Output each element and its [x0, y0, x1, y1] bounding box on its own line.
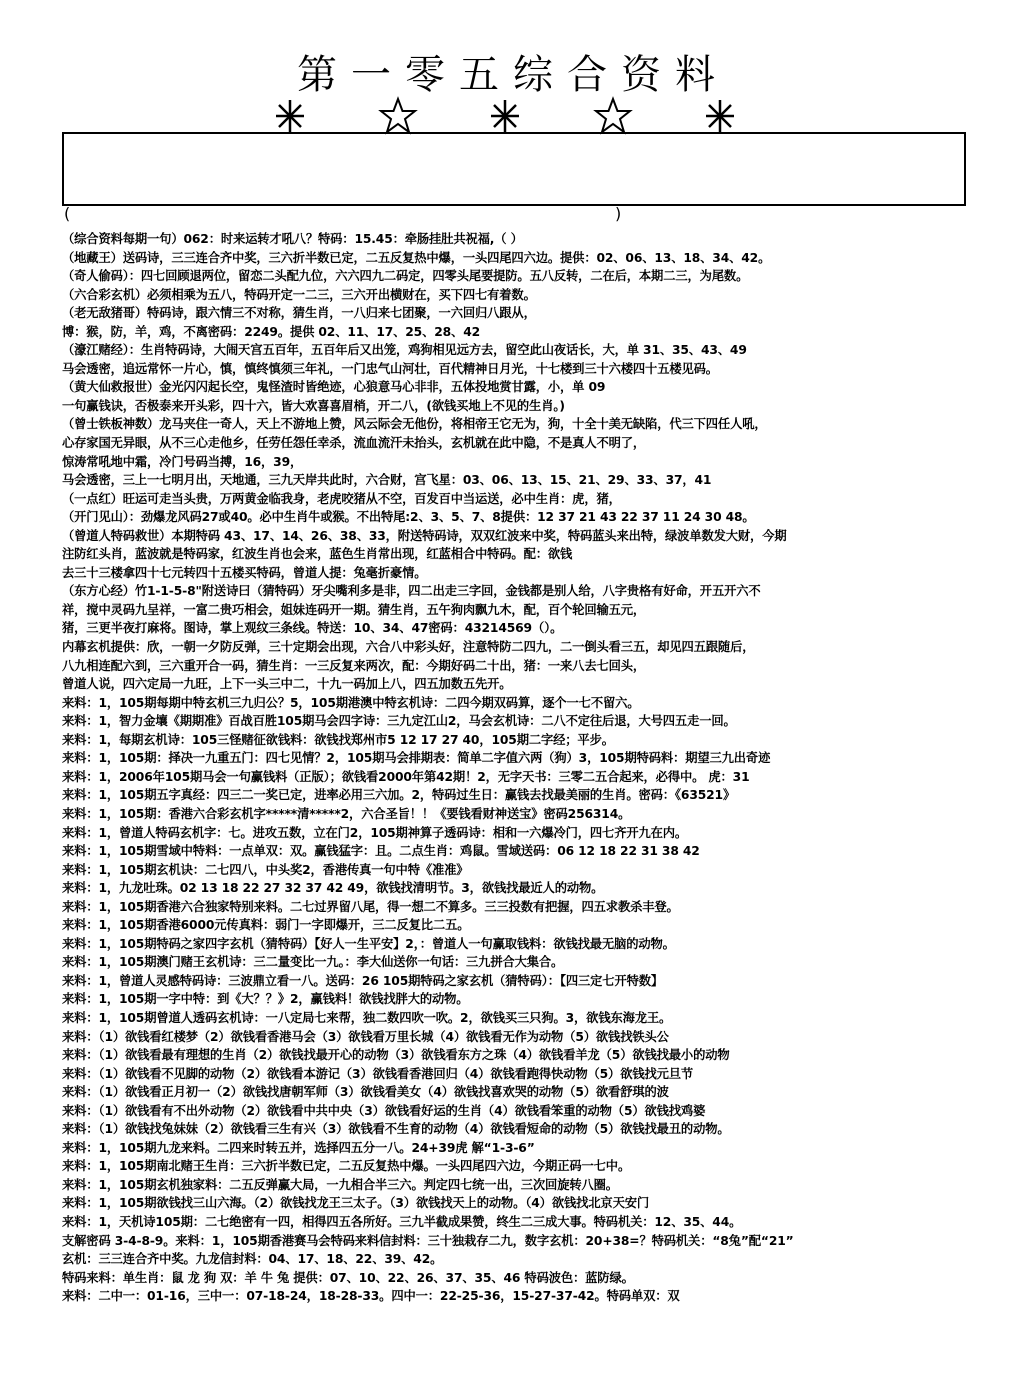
text-line: 心存家国无异眼，从不三心走他乡，任劳任怨任幸杀，流血流汗未抬头，玄机就在此中隐，不是真人不明了，: [62, 436, 646, 451]
text-line: 来料：1，105期曾道人透码玄机诗：一八定局七来帮，独二数四吹一吹。2，欲钱买三只狗。3，欲钱东海龙王。: [62, 1010, 672, 1025]
text-line: 来料：1，九龙吐珠。02 13 18 22 27 32 37 42 49，欲钱找清明节。3，欲钱找最近人的动物。: [62, 881, 604, 896]
text-line: 来料：1，天机诗105期：二七绝密有一四，相得四五各所好。三九半截成果赞，终生二三成大事。特码机关：12、35、44。: [62, 1214, 742, 1229]
text-line: 一句赢钱诀，否极泰来开头彩，四十六，皆大欢喜喜眉梢，开二八，(欲钱买地上不见的生肖。): [62, 398, 565, 413]
blank-header-box: [62, 132, 966, 206]
text-line: 来料：（1）欲钱找兔妹妹（2）欲钱看三生有兴（3）欲钱看不生育的动物（4）欲钱看短命的动物（5）欲钱找最丑的动物。: [62, 1122, 730, 1137]
text-line: （六合彩玄机）必须相乘为五八，特码开定一二三，三六开出横财在，买下四七有着数。: [62, 287, 536, 302]
text-line: 来料：1，曾道人特码玄机字：七。进攻五数，立在门2，105期神算子透码诗：相和一六爆冷门，四七齐开九在内。: [62, 825, 688, 840]
text-line: 支解密码 3-4-8-9。来料：1，105期香港赛马会特码来料信封料：三十独栽存二九，数字玄机：20+38=？特码机关：“8兔”配“21”: [62, 1233, 794, 1248]
text-line: （一点红）旺运可走当头贵，万两黄金临我身，老虎咬猪从不空，百发百中当运送，必中生肖：虎，猪，: [62, 491, 621, 506]
text-line: 来料：1，105期特码之家四字玄机（猜特码）【好人一生平安】2，：曾道人一句赢取钱料：欲钱找最无脑的动物。: [62, 936, 675, 951]
text-line: 玄机：三三连合齐中奖。九龙信封料：04、17、18、22、39、42。: [62, 1252, 443, 1267]
text-line: （曾道人特码救世）本期特码 43、17、14、26、38、33，附送特码诗，双双红波来中奖，特码蓝头来出特，绿波单数发大财，今期: [62, 528, 787, 543]
asterisk-star-icon: [485, 96, 525, 136]
page-title: 第一零五综合资料: [297, 52, 729, 98]
text-line: 特码来料：单生肖：鼠 龙 狗 双：羊 牛 兔 提供：07、10、22、26、37、35、46 特码波色：蓝防绿。: [62, 1270, 634, 1285]
text-line: （开门见山）：劲爆龙风码27或40。必中生肖牛或猴。不出特尾:2、3、5、7、8提供：12 37 21 43 22 37 11 24 30 48。: [62, 510, 755, 525]
asterisk-star-icon: [270, 96, 310, 136]
text-line: 猪，三更半夜打麻将。图诗，掌上观纹三条线。特送：10、34、47密码：43214569（）。: [62, 621, 563, 636]
outline-star-icon: [378, 96, 418, 136]
text-line: 八九相连配六到，三六重开合一码，猜生肖：一三反复来两次，配：今期好码二十出，猪：一来八去七回头，: [62, 658, 646, 673]
text-line: 去三十三楼拿四十七元转四十五楼买特码，曾道人提：兔毫折豪情。: [62, 565, 427, 580]
text-line: 博：猴，防，羊，鸡，不离密码：2249。提供 02、11、17、25、28、42: [62, 324, 481, 339]
text-line: （奇人偷码）：四七回顾退两位，留恋二头配九位，六六四九二码定，四零头尾要提防。五八反转，二在后，本期二三，为尾数。: [62, 269, 749, 284]
asterisk-star-icon: [700, 96, 740, 136]
text-line: 来料：1，105期雪域中特料：一点单双：双。赢钱猛字：且。二点生肖：鸡鼠。雪域送码：06 12 18 22 31 38 42: [62, 844, 700, 859]
text-line: （黄大仙救报世）金光闪闪起长空，鬼怪渣时皆绝迹，心狼意马心非非，五体投地赏甘露，小，单 09: [62, 380, 606, 395]
text-line: 来料：1，曾道人灵感特码诗：三波鼎立看一八。送码：26 105期特码之家玄机（猜特码）：【四三定七开特数】: [62, 973, 664, 988]
open-paren: (: [64, 204, 71, 223]
star-row: [270, 96, 740, 136]
text-line: 来料：1，2006年105期马会一句赢钱料（正版）；欲钱看2000年第42期！2，无字天书：三零二五合起来，必得中。 虎：31: [62, 769, 750, 784]
text-line: 内幕玄机提供：欣，一朝一夕防反弹，三十定期会出现，六合八中彩头好，注意特防二四九，二一倒头看三五，却见四五跟随后，: [62, 640, 755, 655]
text-line: （地藏王）送码诗，三三连合齐中奖，三六折半数已定，二五反复热中爆，一头四尾四六边。提供：02、06、13、18、34、42。: [62, 250, 771, 265]
text-line: 来料：1，105期每期中特玄机三九归公？5，105期港澳中特玄机诗：二四今期双码算，逐个一七不留六。: [62, 695, 640, 710]
text-line: 来料：（1）欲钱看红楼梦（2）欲钱看香港马会（3）欲钱看万里长城（4）欲钱看无作为动物（5）欲钱找铁头公: [62, 1029, 669, 1044]
text-line: 注防红头肖，蓝波就是特码家，红波生肖也会来，蓝色生肖常出现，红蓝相合中特码。配：欲钱: [62, 547, 573, 562]
text-line: 马会透密，追远常怀一片心，慎，慎终慎须三年礼，一门忠气山河壮，百代精神日月光，十七楼到三十六楼四十五楼见码。: [62, 361, 718, 376]
outline-star-icon: [593, 96, 633, 136]
text-line: 来料：1，105期九龙来料。二四来时转五并，选择四五分一八。24+39虎 解“1-3-6”: [62, 1140, 535, 1155]
text-line: （东方心经）竹1-1-5-8"附送诗曰（猜特码）牙尖嘴利多是非，四二出走三字回，金钱都是别人给，八字贵格有好命，开五开六不: [62, 584, 761, 599]
text-line: 祥，搅中灵码九呈祥，一富二贵巧相会，姐妹连码开一期。猜生肖，五午狗肉飘九木，配，百个轮回输五元，: [62, 602, 646, 617]
text-line: 来料：（1）欲钱看不见脚的动物（2）欲钱看本游记（3）欲钱看香港回归（4）欲钱看跑得快动物（5）欲钱找元旦节: [62, 1066, 694, 1081]
text-line: 来料：1，105期香港六合独家特别来料。二七过界留八尾，得一想二不算多。三三投数有把握，四五求教杀丰登。: [62, 899, 679, 914]
text-line: 来料：（1）欲钱看正月初一（2）欲钱找唐朝军师（3）欲钱看美女（4）欲钱找喜欢哭的动物（5）欲看舒琪的波: [62, 1085, 669, 1100]
text-line: 来料：（1）欲钱看最有理想的生肖（2）欲钱找最开心的动物（3）欲钱看东方之珠（4）欲钱看羊龙（5）欲钱找最小的动物: [62, 1048, 730, 1063]
text-line: 来料：1，105期玄机诀：二七四八，中头奖2，香港传真一句中特《准准》: [62, 862, 469, 877]
close-paren: ): [615, 204, 622, 223]
text-line: 惊涛常吼地中霜，冷门号码当搏，16，39，: [62, 454, 303, 469]
text-line: 来料：1，105期澳门赌王玄机诗：三二量变比一九。：李大仙送你一句话：三九拼合大集合。: [62, 955, 564, 970]
text-line: 曾道人说，四六定局一九旺，上下一头三中二，十九一码加上八，四五加数五先开。: [62, 677, 512, 692]
text-line: 来料：二中一：01-16，三中一：07-18-24，18-28-33。四中一：22-25-36，15-27-37-42。特码单双：双: [62, 1289, 680, 1304]
text-line: 来料：1，105期香港6000元传真料：弱门一字即爆开，三二反复比二五。: [62, 918, 470, 933]
text-line: 来料：1，105期一字中特：到《大？？》2，赢钱料！欲钱找胖大的动物。: [62, 992, 469, 1007]
text-line: （濠江赌经）：生肖特码诗，大闹天宫五百年，五百年后又出笼，鸡狗相见远方去，留空此山夜话长，大，单 31、35、43、49: [62, 343, 747, 358]
text-body: [62, 230, 974, 1306]
text-line: （综合资料每期一句）062：时来运转才吼八？特码：15.45：牵肠挂肚共祝福,（ ）: [62, 232, 523, 246]
text-line: （曾士铁板神数）龙马夹住一奇人，天上不游地上赞，风云际会无他份，将相帝王它无为，狗，十全十美无缺陷，代三下四任人吼，: [62, 417, 767, 432]
text-line: 来料：1，105期：香港六合彩玄机字*****清*****2，六合圣旨！！《要钱看财神送宝》密码256314。: [62, 806, 631, 821]
text-line: （老无敌猪哥）特码诗，跟六情三不对称，猜生肖，一八归来七团聚，一六回归八跟从，: [62, 306, 536, 321]
text-line: 来料：1，105期南北赌王生肖：三六折半数已定，二五反复热中爆。一头四尾四六边，今期正码一七中。: [62, 1159, 631, 1174]
text-line: 来料：1，智力金壤《期期准》百战百胜105期马会四字诗：三九定江山2，马会玄机诗：二八不定往后退，大号四五走一回。: [62, 714, 736, 729]
text-line: 来料：1，105期欲钱找三山六海。（2）欲钱找龙王三太子。（3）欲钱找天上的动物。（4）欲钱找北京天安门: [62, 1196, 650, 1211]
text-line: 来料：（1）欲钱看有不出外动物（2）欲钱看中共中央（3）欲钱看好运的生肖（4）欲钱看笨重的动物（5）欲钱找鸡婆: [62, 1103, 706, 1118]
text-line: 来料：1，105期五字真经：四三二一奖已定，进率必用三六加。2，特码过生日：赢钱去找最美丽的生肖。密码：《63521》: [62, 788, 736, 803]
text-line: 来料：1，105期：择决一九重五门：四七见情？2，105期马会排期表：简单二字值六两（狗）3，105期特码料：期望三九出奇迹: [62, 751, 771, 766]
text-line: 马会透密，三上一七明月出，天地通，三九天岸共此时，六合财，宫飞星：03、06、13、15、21、29、33、37，41: [62, 473, 712, 488]
text-line: 来料：1，每期玄机诗：105三怪赌征欲钱料：欲钱找郑州市5 12 17 27 40，105期二字经；平步。: [62, 732, 614, 747]
text-line: 来料：1，105期玄机独家料：二五反弹赢大局，一九相合半三六。判定四七统一出，三次回旋转八圈。: [62, 1177, 618, 1192]
